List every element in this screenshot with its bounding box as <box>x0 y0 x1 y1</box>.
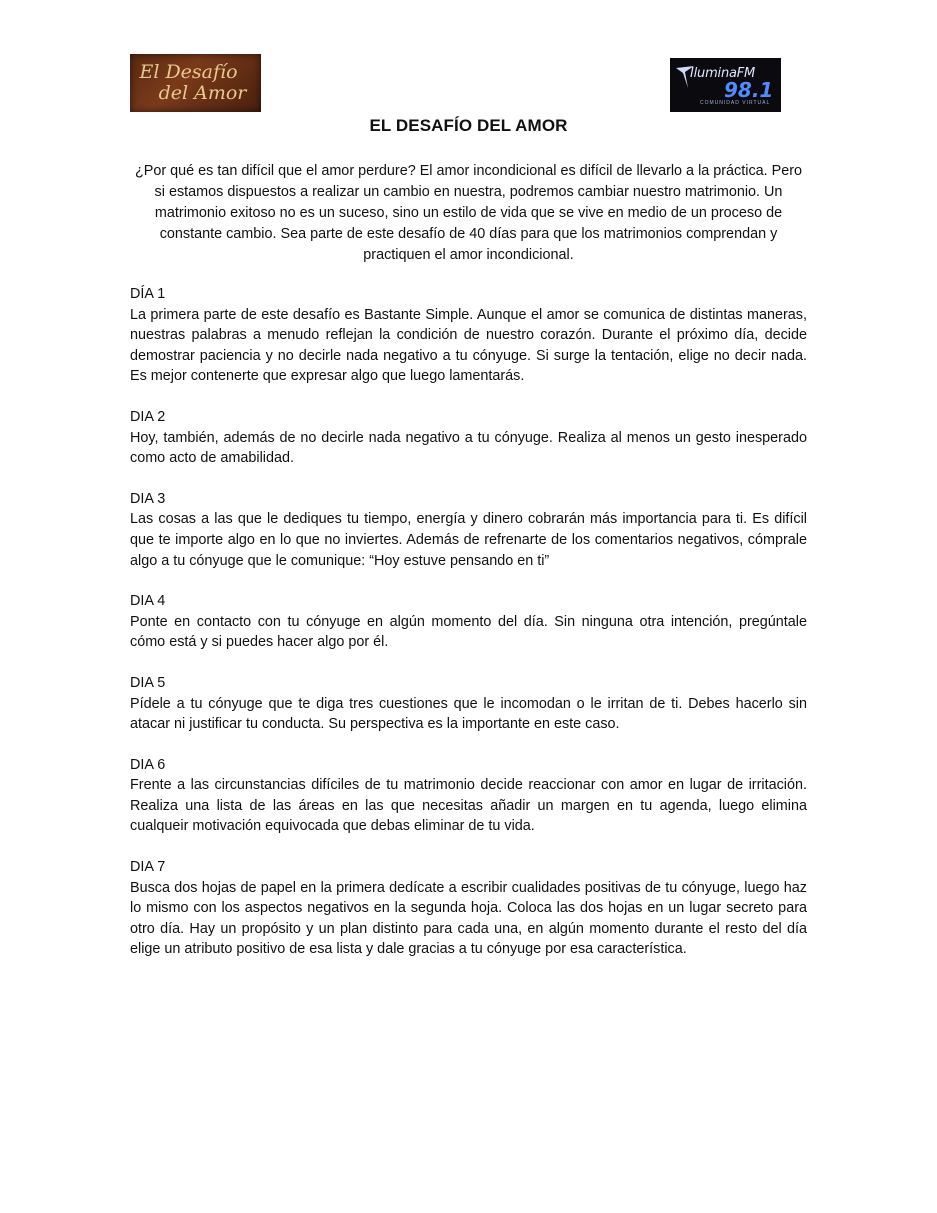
logo-right-brand: IluminaFM <box>690 66 756 81</box>
day-section <box>130 755 807 837</box>
day-section <box>130 673 807 735</box>
logo-left-line2: del Amor <box>158 82 247 104</box>
day-heading: DIA 2 <box>130 408 166 425</box>
day-section <box>130 591 807 653</box>
day-section <box>130 489 807 571</box>
logo-right-tagline: COMUNIDAD VIRTUAL <box>700 100 771 106</box>
logo-left-line1: El Desafío <box>139 61 238 83</box>
day-section <box>130 407 807 469</box>
logo-right-frequency: 98.1 <box>724 78 774 102</box>
day-heading: DIA 3 <box>130 490 166 507</box>
day-heading: DIA 4 <box>130 593 166 610</box>
day-section <box>130 857 807 960</box>
day-text: Pídele a tu cónyuge que te diga tres cuestiones que le incomodan o le irritan de ti. Debes hacerlo sin atacar ni justificar tu conducta. Su perspectiva es la importante en este caso. <box>130 695 807 733</box>
day-text: Hoy, también, además de no decirle nada negativo a tu cónyuge. Realiza al menos un gesto inesperado como acto de amabilidad. <box>130 429 807 467</box>
ilumina-fm-logo <box>670 58 781 112</box>
intro-paragraph: ¿Por qué es tan difícil que el amor perdure? El amor incondicional es difícil de llevarlo a la práctica. Pero si estamos dispuestos a realizar un cambio en nuestra, podremos cambiar nuestro matrimonio. Un matrimonio exitoso no es un suceso, sino un estilo de vida que se vive en medio de un proceso de constante cambio. Sea parte de este desafío de 40 días para que los matrimonios comprendan y practiquen el amor incondicional. <box>134 163 803 263</box>
day-text: Frente a las circunstancias difíciles de tu matrimonio decide reaccionar con amor en lugar de irritación. Realiza una lista de las áreas en las que necesitas añadir un margen en tu agenda, luego elimina cualqueir motivación equivocada que debas eliminar de tu vida. <box>130 777 807 835</box>
day-heading: DIA 7 <box>130 859 166 876</box>
day-section <box>130 284 807 387</box>
day-text: Busca dos hojas de papel en la primera dedícate a escribir cualidades positivas de tu cónyuge, luego haz lo mismo con los aspectos negativos en la segunda hoja. Coloca las dos hojas en un lugar secreto para otro día. Hay un propósito y un plan distinto para cada una, en algún momento durante el resto del día elige un atributo positivo de esa lista y dale gracias a tu cónyuge por esa característica. <box>130 879 807 958</box>
day-heading: DIA 5 <box>130 674 166 691</box>
day-heading: DIA 6 <box>130 756 166 773</box>
day-text: Ponte en contacto con tu cónyuge en algún momento del día. Sin ninguna otra intención, pregúntale cómo está y si puedes hacer algo por él. <box>130 613 807 651</box>
document-title: EL DESAFÍO DEL AMOR <box>369 116 568 135</box>
day-text: La primera parte de este desafío es Bastante Simple. Aunque el amor se comunica de distintas maneras, nuestras palabras a menudo reflejan la condición de nuestro corazón. Durante el próximo día, decide demostrar paciencia y no decirle nada negativo a tu cónyuge. Si surge la tentación, elige no decir nada. Es mejor contenerte que expresar algo que luego lamentarás. <box>130 306 807 385</box>
day-text: Las cosas a las que le dediques tu tiempo, energía y dinero cobrarán más importancia para ti. Es difícil que te importe algo en lo que no inviertes. Además de refrenarte de los comentarios negativos, cómprale algo a tu cónyuge que le comunique: “Hoy estuve pensando en ti” <box>130 511 807 569</box>
el-desafio-del-amor-logo <box>130 54 261 112</box>
days-list <box>130 284 807 980</box>
day-heading: DÍA 1 <box>130 286 166 302</box>
